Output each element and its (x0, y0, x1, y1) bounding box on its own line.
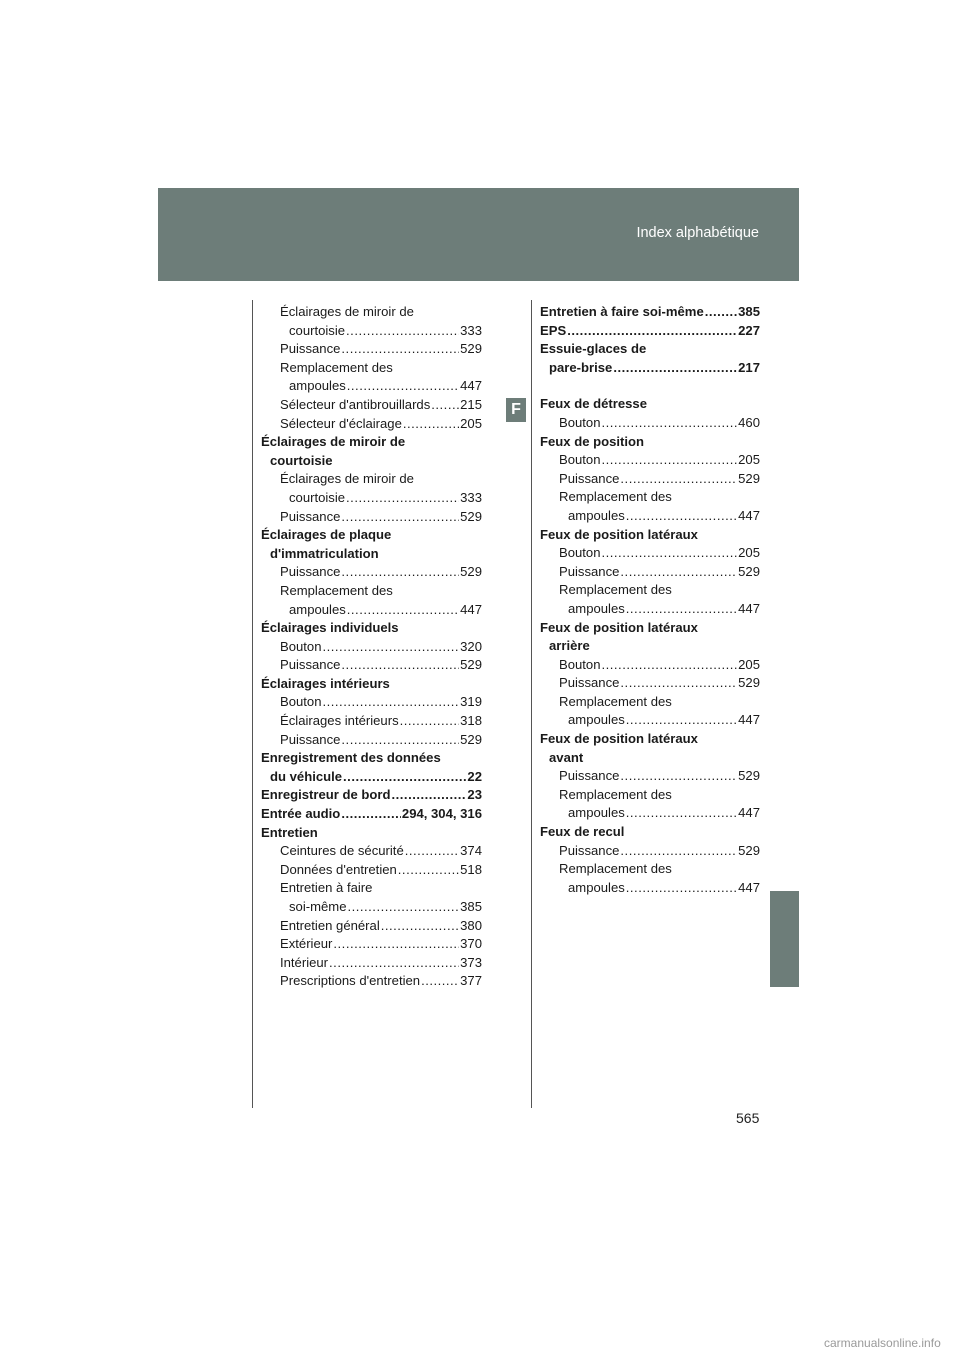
entry-text: Sélecteur d'antibrouillards (280, 396, 431, 412)
entry-text: soi-même (289, 899, 347, 914)
entry-text: Éclairages de miroir de (280, 471, 414, 487)
entry-text: Bouton (559, 545, 601, 561)
dot-leader (421, 972, 459, 991)
entry-text: Prescriptions d'entretien (280, 973, 421, 989)
index-entry (540, 395, 760, 414)
entry-page-number: 447 (738, 712, 760, 728)
dot-leader (341, 563, 459, 582)
entry-text: Remplacement des (559, 693, 672, 709)
index-entry (540, 563, 760, 582)
entry-page-number: 320 (460, 638, 482, 654)
entry-text: Feux de position latéraux (540, 731, 698, 747)
index-entry (261, 879, 482, 898)
watermark: carmanualsonline.info (824, 1336, 941, 1350)
entry-text: Éclairages intérieurs (280, 713, 399, 729)
entry-text: Puissance (559, 563, 620, 579)
entry-page-number: 23 (467, 787, 482, 803)
entry-text: ampoules (568, 805, 625, 821)
index-entry (540, 488, 760, 507)
entry-text: arrière (549, 638, 590, 654)
dot-leader (626, 711, 737, 730)
entry-page-number: 380 (460, 917, 482, 933)
entry-page-number: 529 (460, 564, 482, 580)
dot-leader (626, 804, 737, 823)
entry-page-number: 205 (738, 545, 760, 561)
index-entry (540, 674, 760, 693)
entry-text: Ceintures de sécurité (280, 843, 404, 859)
dot-leader (341, 508, 459, 527)
dot-leader (705, 303, 737, 322)
entry-page-number: 529 (460, 341, 482, 357)
entry-page-number: 385 (738, 304, 760, 319)
entry-page-number: 447 (738, 805, 760, 821)
entry-text: Enregistreur de bord (261, 787, 391, 803)
dot-leader (341, 805, 401, 824)
dot-leader (620, 842, 737, 861)
dot-leader (405, 842, 459, 861)
index-entry (540, 749, 760, 768)
index-entry (540, 730, 760, 749)
index-entry (540, 414, 760, 433)
index-entry (261, 526, 482, 545)
index-entry (261, 452, 482, 471)
dot-leader (431, 396, 459, 415)
page-number: 565 (736, 1110, 760, 1126)
index-entry (261, 749, 482, 768)
right-column-rule (531, 300, 532, 1108)
entry-text: Bouton (280, 694, 322, 710)
index-entry (261, 322, 482, 341)
index-entry (540, 842, 760, 861)
entry-text: ampoules (568, 507, 625, 523)
index-entry (261, 601, 482, 620)
entry-text: Remplacement des (559, 582, 672, 598)
index-entry (261, 972, 482, 991)
index-entry (261, 935, 482, 954)
entry-page-number: 373 (460, 954, 482, 970)
index-entry (261, 656, 482, 675)
entry-page-number: 529 (738, 842, 760, 858)
entry-page-number: 205 (738, 452, 760, 468)
entry-page-number: 215 (460, 396, 482, 412)
entry-page-number: 294, 304, 316 (401, 806, 482, 822)
dot-leader (400, 712, 460, 731)
entry-page-number: 385 (460, 899, 482, 914)
index-entry (540, 656, 760, 675)
index-entry (540, 786, 760, 805)
entry-text: Feux de position (540, 433, 645, 449)
entry-page-number: 227 (738, 322, 760, 338)
chapter-thumb-tab (770, 891, 799, 987)
entry-text: courtoisie (289, 489, 346, 505)
entry-page-number: 318 (460, 713, 482, 729)
entry-text: Bouton (559, 656, 601, 672)
entry-text: Essuie-glaces de (540, 341, 647, 357)
index-entry (540, 804, 760, 823)
entry-text: Bouton (559, 414, 601, 430)
entry-page-number: 319 (460, 694, 482, 710)
index-entry (540, 600, 760, 619)
entry-page-number: 447 (738, 879, 760, 895)
dot-leader (323, 693, 460, 712)
index-entry (261, 917, 482, 936)
index-entry (261, 470, 482, 489)
dot-leader (620, 674, 737, 693)
index-entry (261, 842, 482, 861)
dot-leader (341, 731, 459, 750)
index-entry (261, 396, 482, 415)
entry-text: Remplacement des (559, 489, 672, 505)
entry-text: courtoisie (270, 452, 333, 468)
entry-page-number: 529 (738, 563, 760, 579)
dot-leader (381, 917, 459, 936)
index-entry (261, 303, 482, 322)
entry-text: Remplacement des (559, 786, 672, 802)
dot-leader (398, 861, 459, 880)
index-entry (540, 879, 760, 898)
index-entry (540, 340, 760, 359)
entry-page-number: 529 (460, 508, 482, 524)
index-entry (540, 303, 760, 322)
entry-text: Intérieur (280, 954, 329, 970)
entry-text: Remplacement des (280, 359, 393, 375)
entry-text: Feux de position latéraux (540, 526, 698, 542)
index-entry (261, 675, 482, 694)
dot-leader (333, 935, 459, 954)
entry-page-number: 447 (460, 601, 482, 617)
index-entry (261, 768, 482, 787)
index-entry (540, 581, 760, 600)
entry-text: Puissance (280, 508, 341, 524)
entry-text: Entretien à faire (280, 880, 373, 896)
entry-page-number: 370 (460, 936, 482, 952)
dot-leader (392, 786, 467, 805)
entry-page-number: 529 (460, 657, 482, 673)
dot-leader (341, 656, 459, 675)
entry-page-number: 529 (738, 470, 760, 486)
entry-text: Remplacement des (559, 861, 672, 877)
index-entry (540, 433, 760, 452)
entry-text: Remplacement des (280, 582, 393, 598)
entry-text: Entretien à faire soi-même (540, 304, 704, 319)
index-entry (261, 954, 482, 973)
entry-text: courtoisie (289, 322, 346, 338)
index-entry (261, 861, 482, 880)
entry-text: pare-brise (549, 359, 613, 375)
dot-leader (620, 767, 737, 786)
index-entry (261, 693, 482, 712)
entry-text: Éclairages de miroir de (261, 434, 406, 450)
index-entry (261, 786, 482, 805)
entry-text: Puissance (559, 842, 620, 858)
entry-text: Éclairages de plaque (261, 527, 392, 543)
header-title: Index alphabétique (636, 225, 759, 241)
dot-leader (347, 377, 459, 396)
index-entry (540, 470, 760, 489)
entry-text: ampoules (568, 879, 625, 895)
index-entry (261, 377, 482, 396)
index-entry (540, 359, 760, 378)
entry-text: Sélecteur d'éclairage (280, 415, 402, 431)
entry-text: Puissance (559, 675, 620, 691)
index-entry (261, 415, 482, 434)
dot-leader (602, 656, 738, 675)
index-entry (540, 507, 760, 526)
entry-page-number: 22 (467, 768, 482, 784)
dot-leader (346, 322, 459, 341)
entry-text: avant (549, 749, 584, 765)
entry-page-number: 447 (460, 378, 482, 394)
entry-text: Puissance (280, 564, 341, 580)
entry-text: Puissance (559, 768, 620, 784)
entry-gap (540, 377, 760, 395)
dot-leader (323, 638, 460, 657)
entry-page-number: 460 (738, 414, 760, 430)
dot-leader (341, 340, 459, 359)
entry-text: ampoules (568, 600, 625, 616)
dot-leader (626, 507, 737, 526)
entry-text: Extérieur (280, 936, 333, 952)
left-column-rule (252, 300, 253, 1108)
entry-page-number: 529 (460, 731, 482, 747)
entry-text: ampoules (568, 712, 625, 728)
entry-text: ampoules (289, 378, 346, 394)
index-entry (261, 619, 482, 638)
entry-text: Entretien général (280, 917, 380, 933)
entry-page-number: 333 (460, 322, 482, 338)
entry-text: EPS (540, 322, 567, 338)
entry-page-number: 217 (738, 359, 760, 375)
dot-leader (626, 600, 737, 619)
entry-text: Feux de recul (540, 824, 625, 840)
index-entry (261, 638, 482, 657)
header-bar (158, 188, 799, 281)
index-entry (261, 805, 482, 824)
entry-text: Puissance (559, 470, 620, 486)
entry-text: Entretien (261, 824, 318, 840)
index-entry (540, 451, 760, 470)
dot-leader (626, 879, 737, 898)
index-entry (261, 824, 482, 843)
index-entry (540, 526, 760, 545)
entry-text: Éclairages individuels (261, 620, 399, 636)
entry-text: du véhicule (270, 768, 343, 784)
index-entry (261, 582, 482, 601)
entry-text: ampoules (289, 601, 346, 617)
entry-text: Enregistrement des données (261, 750, 441, 766)
index-entry (261, 359, 482, 378)
dot-leader (602, 451, 738, 470)
entry-text: Entrée audio (261, 806, 341, 822)
index-entry (261, 898, 482, 917)
index-entry (540, 322, 760, 341)
dot-leader (347, 898, 459, 917)
dot-leader (620, 563, 737, 582)
entry-text: Éclairages intérieurs (261, 675, 390, 691)
index-entry (261, 489, 482, 508)
entry-text: Puissance (280, 731, 341, 747)
index-entry (261, 433, 482, 452)
entry-page-number: 205 (738, 656, 760, 672)
index-entry (540, 860, 760, 879)
index-entry (540, 693, 760, 712)
entry-text: Feux de détresse (540, 396, 647, 412)
index-entry (261, 563, 482, 582)
dot-leader (567, 322, 737, 341)
dot-leader (329, 954, 459, 973)
index-column-right (540, 303, 760, 897)
entry-page-number: 518 (460, 861, 482, 877)
index-entry (540, 823, 760, 842)
entry-text: Feux de position latéraux (540, 619, 698, 635)
dot-leader (346, 489, 459, 508)
entry-text: Éclairages de miroir de (280, 304, 414, 319)
index-column-left (261, 303, 482, 991)
index-entry (540, 711, 760, 730)
dot-leader (602, 414, 738, 433)
section-letter-tab: F (506, 398, 526, 422)
dot-leader (613, 359, 737, 378)
entry-page-number: 529 (738, 675, 760, 691)
entry-page-number: 377 (460, 973, 482, 989)
entry-text: Puissance (280, 341, 341, 357)
entry-text: Bouton (280, 638, 322, 654)
entry-page-number: 447 (738, 600, 760, 616)
index-entry (261, 545, 482, 564)
entry-page-number: 333 (460, 489, 482, 505)
index-entry (261, 712, 482, 731)
dot-leader (403, 415, 459, 434)
entry-page-number: 205 (460, 415, 482, 431)
index-entry (261, 340, 482, 359)
index-entry (261, 508, 482, 527)
entry-text: d'immatriculation (270, 545, 379, 561)
index-entry (540, 544, 760, 563)
dot-leader (343, 768, 466, 787)
dot-leader (347, 601, 459, 620)
entry-text: Bouton (559, 452, 601, 468)
entry-text: Données d'entretien (280, 861, 397, 877)
index-entry (540, 637, 760, 656)
index-entry (540, 767, 760, 786)
entry-page-number: 529 (738, 768, 760, 784)
entry-page-number: 374 (460, 843, 482, 859)
entry-text: Puissance (280, 657, 341, 673)
dot-leader (620, 470, 737, 489)
index-entry (540, 619, 760, 638)
entry-page-number: 447 (738, 507, 760, 523)
dot-leader (602, 544, 738, 563)
index-entry (261, 731, 482, 750)
